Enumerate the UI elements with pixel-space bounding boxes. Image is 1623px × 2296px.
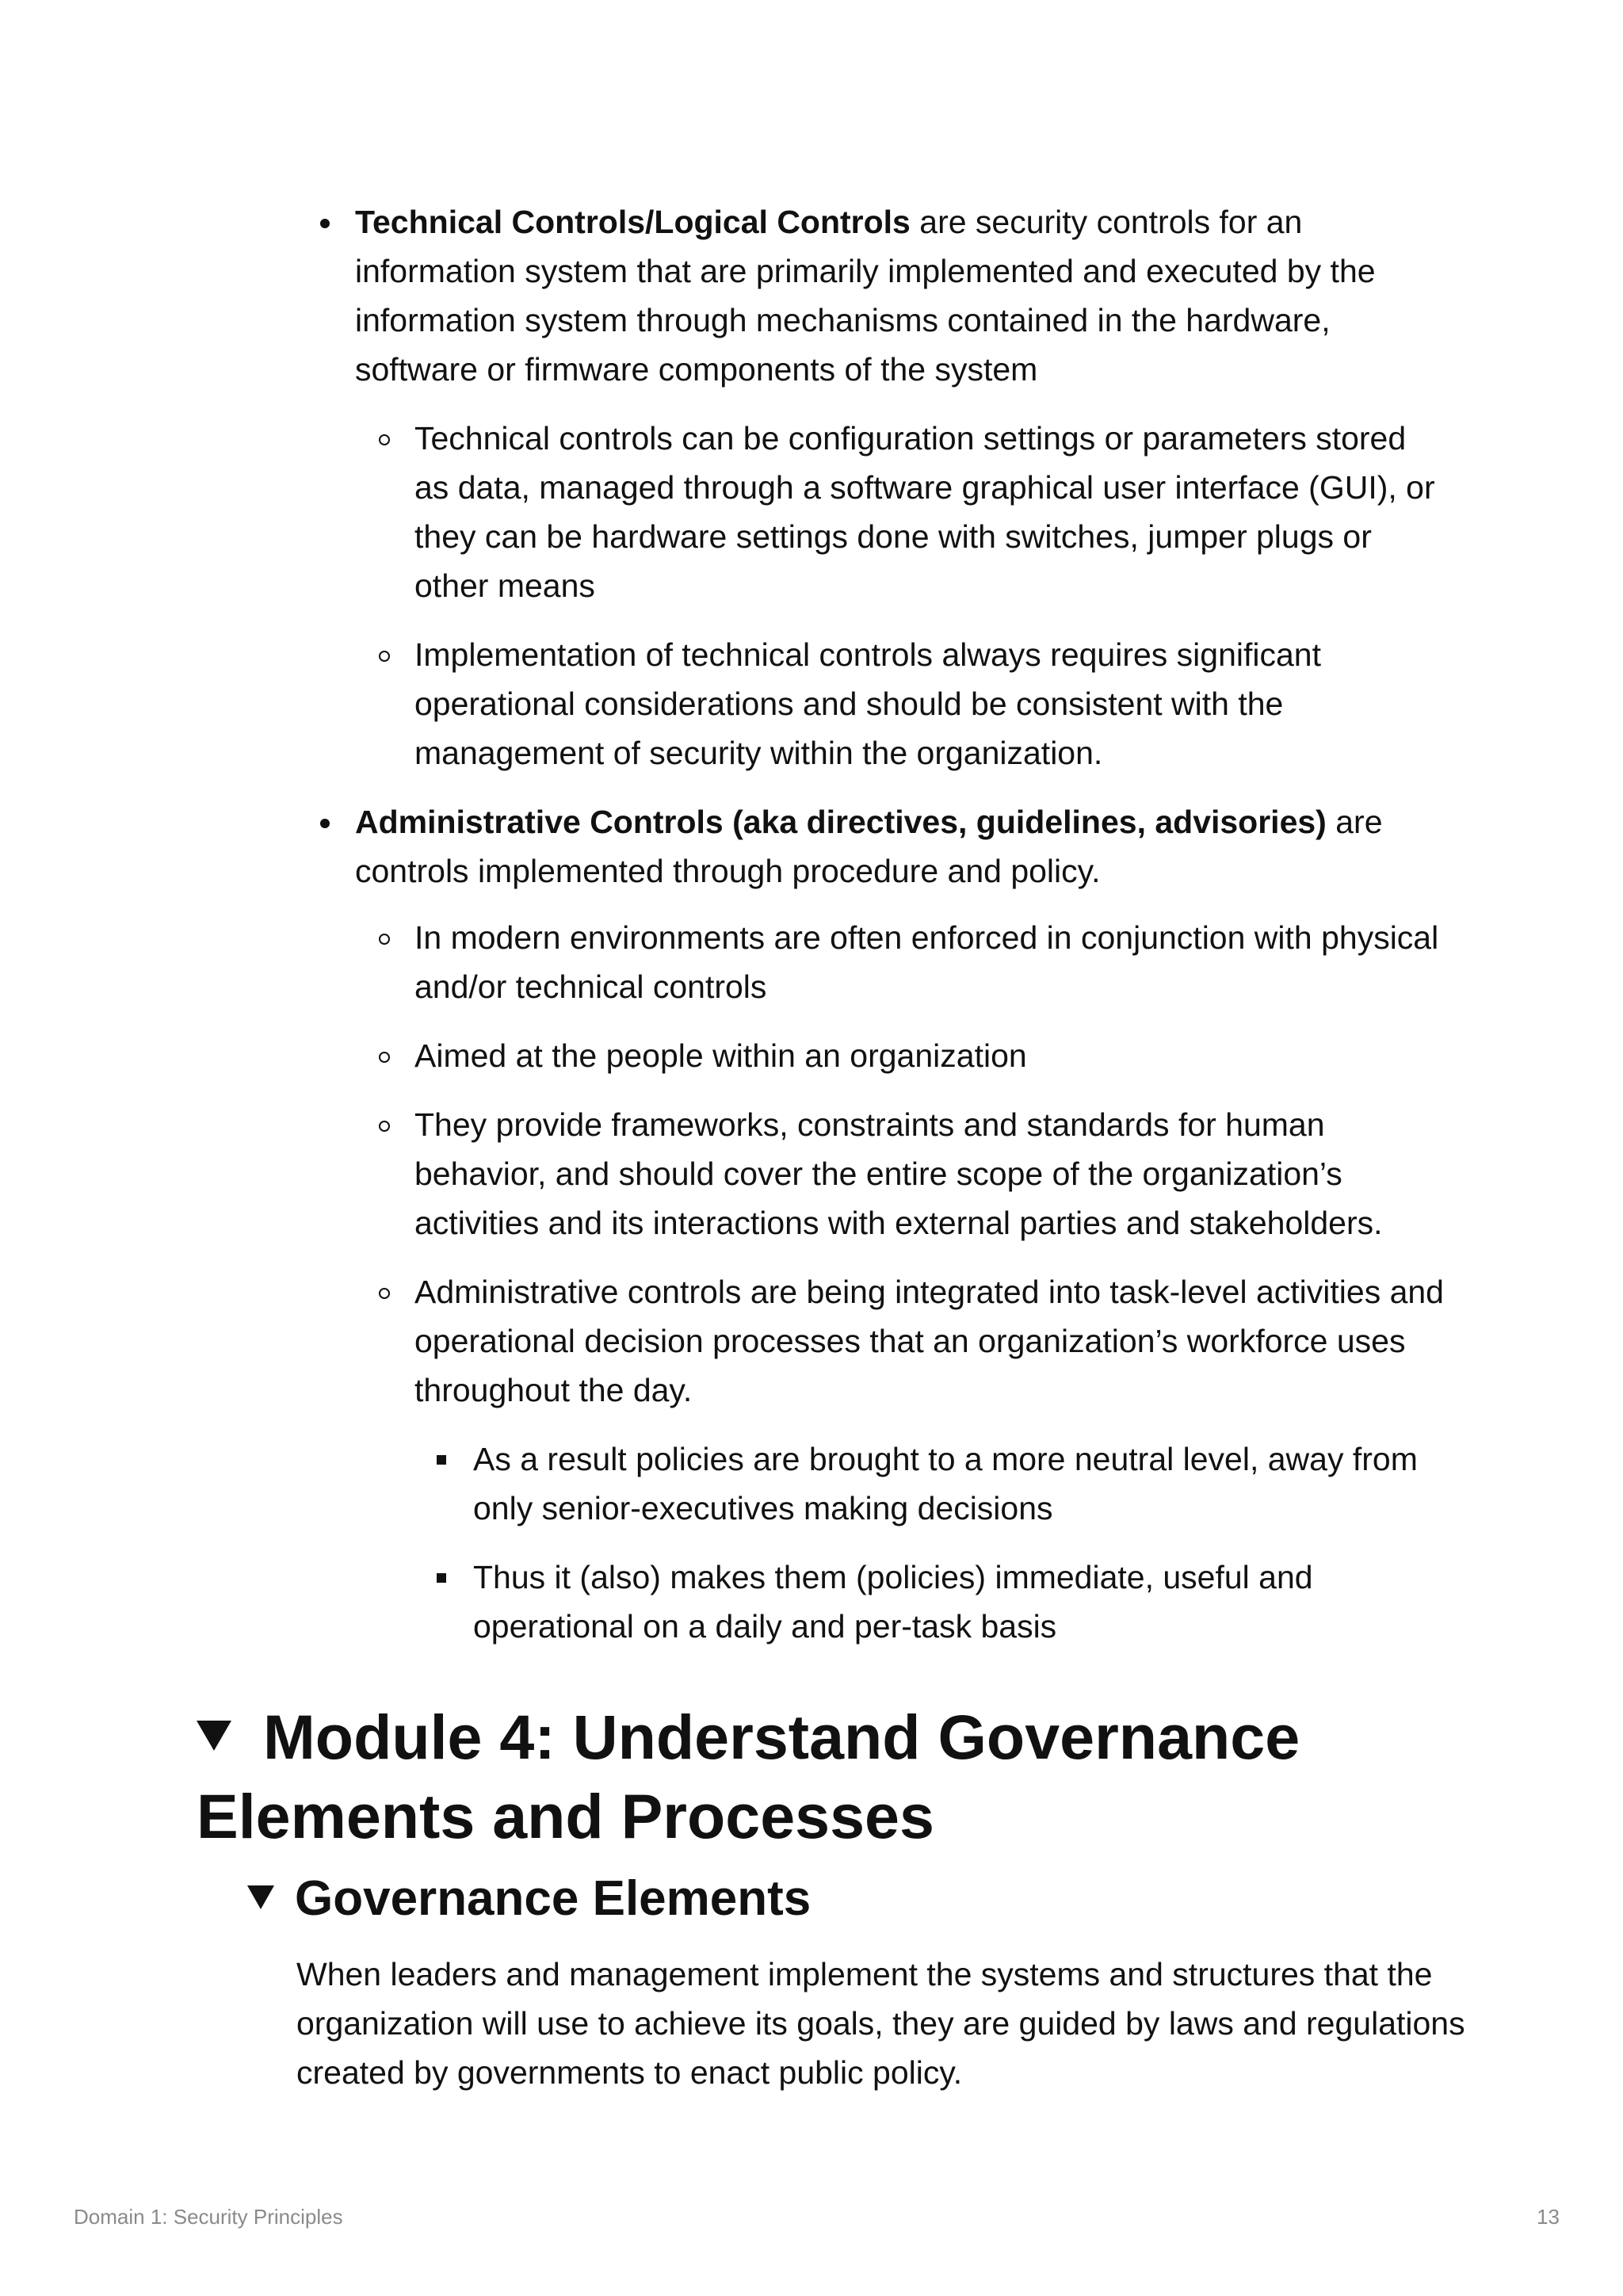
bullet-circle-icon	[379, 934, 390, 945]
section-paragraph: When leaders and management implement the systems and structures that the organization will use to achieve its goals, they are guided by laws and regulations created by governments to enact public policy.	[296, 1956, 1465, 2091]
list-item	[414, 630, 1449, 777]
section-heading-text: Governance Elements	[295, 1871, 812, 1926]
list-item	[355, 797, 1449, 1651]
bullet-circle-icon	[379, 1121, 390, 1132]
list-item	[414, 913, 1449, 1011]
bullet-square-icon	[437, 1573, 446, 1583]
sub-item-text: Technical controls can be configuration settings or parameters stored as data, managed through a software graphical user interface (GUI), or they can be hardware settings done with switches, jumper plugs or other means	[414, 420, 1435, 604]
module-heading	[197, 1698, 1544, 1856]
bullet-circle-icon	[379, 651, 390, 662]
footer-title: Domain 1: Security Principles	[74, 2205, 343, 2229]
list-item	[414, 414, 1449, 610]
bullet-circle-icon	[379, 434, 390, 445]
bullet-circle-icon	[379, 1052, 390, 1063]
bullet-text: are controls implemented through procedure and policy.	[355, 804, 1383, 889]
bullet-dot-icon	[320, 819, 330, 828]
triangle-down-icon[interactable]	[247, 1885, 274, 1909]
sub-list	[414, 913, 1449, 1651]
bullet-list	[355, 197, 1449, 1651]
bullet-dot-icon	[320, 219, 330, 228]
sub-sub-item-text: Thus it (also) makes them (policies) immediate, useful and operational on a daily and per-task basis	[473, 1559, 1313, 1645]
section-heading	[247, 1867, 811, 1931]
sub-item-text: Aimed at the people within an organization	[414, 1037, 1027, 1074]
bullet-circle-icon	[379, 1288, 390, 1299]
list-item	[414, 1100, 1449, 1247]
module-heading-text: Module 4: Understand Governance Elements and Processes	[197, 1702, 1300, 1851]
sub-list	[414, 414, 1449, 777]
sub-item-text: They provide frameworks, constraints and standards for human behavior, and should cover the entire scope of the organization’s activities and its interactions with external parties and stakeholders.	[414, 1106, 1383, 1241]
list-item	[473, 1553, 1449, 1651]
list-item	[355, 197, 1449, 777]
list-item	[414, 1267, 1449, 1651]
sub-sub-item-text: As a result policies are brought to a more neutral level, away from only senior-executives making decisions	[473, 1441, 1418, 1526]
list-item	[414, 1031, 1449, 1080]
bullet-term: Technical Controls/Logical Controls	[355, 204, 911, 240]
bullet-term: Administrative Controls (aka directives, guidelines, advisories)	[355, 804, 1327, 840]
page-number: 13	[1537, 2205, 1560, 2229]
triangle-down-icon[interactable]	[197, 1721, 231, 1751]
sub-sub-list	[473, 1435, 1449, 1651]
list-item	[473, 1435, 1449, 1533]
sub-item-text: Administrative controls are being integrated into task-level activities and operational decision processes that an organization’s workforce uses throughout the day.	[414, 1274, 1444, 1408]
bullet-square-icon	[437, 1455, 446, 1465]
bullet-text: are security controls for an information system that are primarily implemented and executed by the information system through mechanisms contained in the hardware, software or firmware components of the system	[355, 204, 1376, 388]
sub-item-text: In modern environments are often enforced in conjunction with physical and/or technical controls	[414, 919, 1439, 1005]
sub-item-text: Implementation of technical controls always requires significant operational considerations and should be consistent with the management of security within the organization.	[414, 636, 1321, 771]
